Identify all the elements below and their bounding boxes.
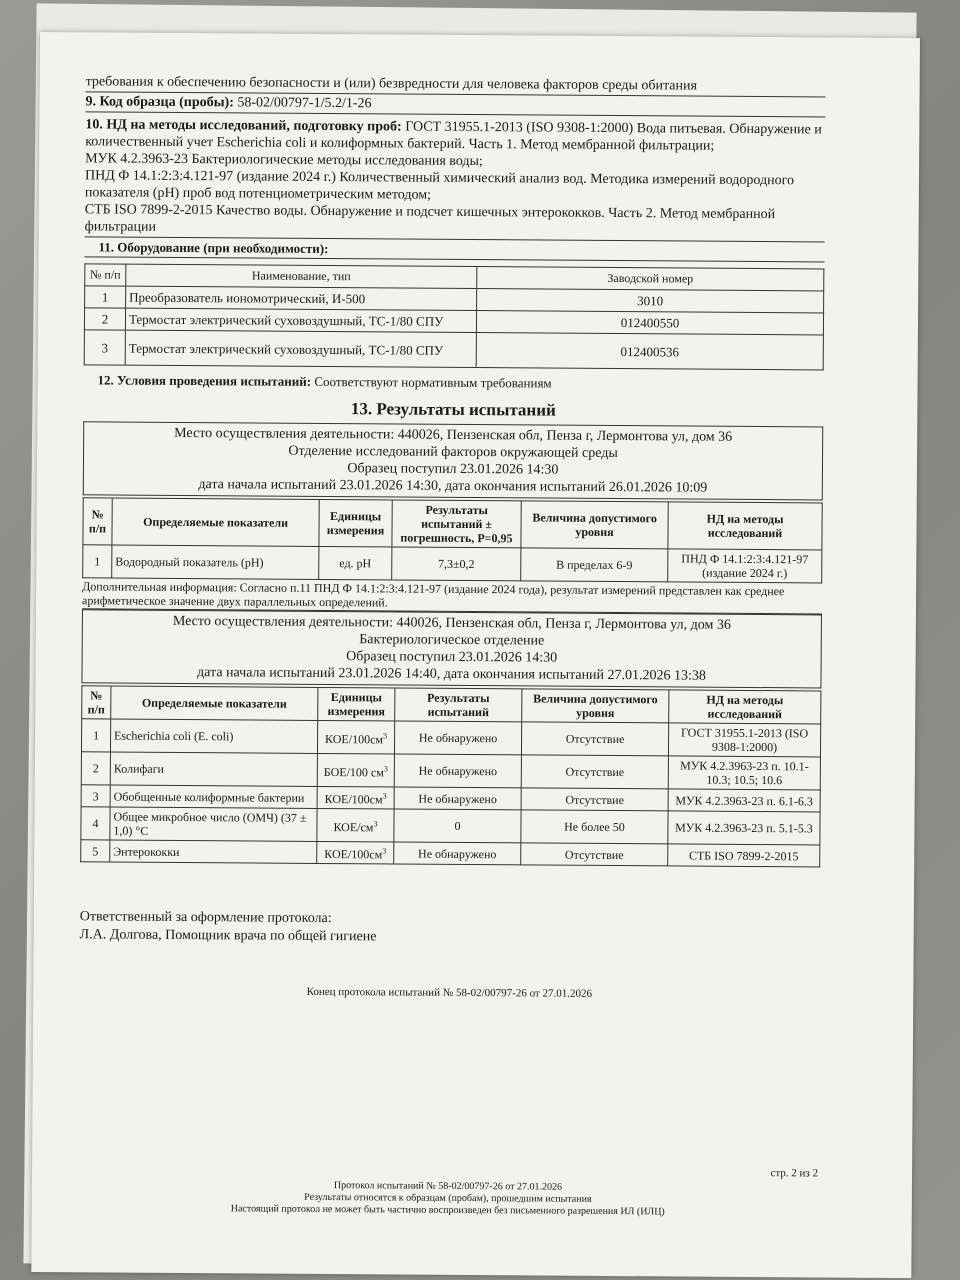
block2-unit: КОЕ/100см <box>325 731 384 746</box>
block2-limit: Отсутствие <box>521 722 668 756</box>
block2-header-row <box>82 686 821 724</box>
block2-unit-cell <box>317 720 394 754</box>
block1-header-method: НД на методы исследований <box>668 502 822 550</box>
footer-line-1: Протокол испытаний № 58-02/00797-26 от 27.01.2026 <box>333 1180 563 1193</box>
block2-header-unit: Единицы измерения <box>318 687 395 721</box>
equipment-serial: 012400536 <box>476 333 823 370</box>
block2-result: 0 <box>394 809 521 843</box>
equipment-n: 2 <box>84 308 125 330</box>
block2-unit: КОЕ/см <box>333 819 374 834</box>
block2-limit: Не более 50 <box>521 810 668 844</box>
equipment-n: 1 <box>85 286 126 308</box>
block2-unit-sup: 3 <box>382 846 387 856</box>
block1-n: 1 <box>83 545 112 578</box>
block1-result: 7,3±0,2 <box>392 547 521 581</box>
end-of-protocol: Конец протокола испытаний № 58-02/00797-26 от 27.01.2026 <box>306 985 593 1000</box>
block2-method: МУК 4.2.3963-23 п. 5.1-5.3 <box>668 811 820 845</box>
block2-unit-sup: 3 <box>382 791 387 801</box>
block2-unit: БОЕ/100 см <box>323 764 384 779</box>
equipment-header-name: Наименование, тип <box>126 264 477 288</box>
conditions-label: 12. Условия проведения испытаний: <box>97 372 312 389</box>
block2-result: Не обнаружено <box>394 754 521 788</box>
block2-method: МУК 4.2.3963-23 п. 10.1-10.3; 10.5; 10.6 <box>668 756 820 790</box>
block1-received: Образец поступил 23.01.2026 14:30 <box>347 461 559 478</box>
additional-info: Дополнительная информация: Согласно п.11 ПНД Ф 14.1:2:3:4.121-97 (издание 2024 года), результат измерений представлен как среднее арифметическое значение двух параллельных определений. <box>82 578 822 614</box>
block1-unit: ед. pH <box>319 546 392 580</box>
methods-text-4: СТБ ISO 7899-2-2015 Качество воды. Обнаружение и подсчет кишечных энтерококков. Часть 2. Метод мембранной фильтрации <box>84 202 776 235</box>
table-row <box>83 545 822 583</box>
block2-param: Колифаги <box>110 752 317 786</box>
block2-n: 3 <box>81 785 110 807</box>
block2-unit: КОЕ/100см <box>324 792 383 807</box>
block2-param: Общее микробное число (ОМЧ) (37 ± 1,0) °С <box>110 807 317 841</box>
page-content <box>79 72 825 1004</box>
block2-unit: КОЕ/100см <box>324 847 383 862</box>
block2-header-method: НД на методы исследований <box>669 690 821 724</box>
top-line: требования к обеспечению безопасности и (или) безвредности для человека факторов среды обитания <box>86 72 826 97</box>
block2-limit: Отсутствие <box>521 755 668 789</box>
block2-results-table <box>80 685 821 867</box>
results-title: 13. Результаты испытаний <box>350 399 556 420</box>
equipment-header-serial: Заводской номер <box>477 267 824 291</box>
block1-header-param: Определяемые показатели <box>112 498 319 546</box>
block2-unit-cell <box>317 786 394 809</box>
block2-limit: Отсутствие <box>521 843 668 866</box>
block2-unit-cell <box>317 753 394 787</box>
block2-method: МУК 4.2.3963-23 п. 6.1-6.3 <box>668 789 820 812</box>
footer-line-3: Настоящий протокол не может быть частично воспроизведен без письменного разрешения ИЛ (ИЛЦ) <box>230 1203 665 1218</box>
block2-n: 4 <box>81 807 110 840</box>
block2-dept: Бактериологическое отделение <box>359 632 545 649</box>
responsible-label: Ответственный за оформление протокола: <box>79 909 332 927</box>
block2-unit-cell <box>317 808 394 842</box>
block2-method: ГОСТ 31955.1-2013 (ISO 9308-1:2000) <box>668 723 820 757</box>
block1-place: Место осуществления деятельности: 440026, Пензенская обл, Пенза г, Лермонтова ул, дом 36 <box>174 425 733 445</box>
block2-result: Не обнаружено <box>394 787 521 810</box>
block2-unit-sup: 3 <box>383 730 388 740</box>
equipment-serial: 3010 <box>477 289 824 313</box>
footer-line-2: Результаты относятся к образцам (пробам), прошедшим испытания <box>304 1191 592 1205</box>
equipment-header-n: № п/п <box>85 264 126 286</box>
equipment-n: 3 <box>84 330 125 365</box>
methods-text-2: МУК 4.2.3963-23 Бактериологические методы исследования воды; <box>85 151 483 170</box>
page-number: стр. 2 из 2 <box>770 1167 819 1180</box>
equipment-name: Термостат электрический суховоздушный, ТС-1/80 СПУ <box>125 330 476 367</box>
block2-unit-sup: 3 <box>383 763 388 773</box>
block2-result: Не обнаружено <box>394 842 521 865</box>
block2-result: Не обнаружено <box>394 721 521 755</box>
methods-text-1: ГОСТ 31955.1-2013 (ISO 9308-1:2000) Вода питьевая. Обнаружение и количественный учет Escherichia coli и колиформных бактерий. Часть 1. Метод мембранной фильтрации; <box>85 119 822 154</box>
block2-header-param: Определяемые показатели <box>111 686 318 720</box>
equipment-name: Преобразователь иономотрический, И-500 <box>126 286 477 310</box>
block1-location-cell <box>83 422 822 500</box>
block1-header-unit: Единицы измерения <box>319 499 392 547</box>
block1-param: Водородный показатель (pH) <box>112 545 319 579</box>
block1-results-table <box>82 497 823 583</box>
block2-n: 5 <box>81 840 110 862</box>
methods-section <box>85 112 826 242</box>
block1-header-n: № п/п <box>83 498 112 545</box>
block2-header-limit: Величина допустимого уровня <box>522 689 669 723</box>
block2-unit-sup: 3 <box>373 818 378 828</box>
block2-dates: дата начала испытаний 23.01.2026 14:40, дата окончания испытаний 27.01.2026 13:38 <box>197 665 707 684</box>
table-row <box>84 330 823 370</box>
responsible-section <box>80 908 820 949</box>
equipment-table <box>84 263 825 370</box>
block1-dept: Отделение исследований факторов окружающей среды <box>288 443 618 462</box>
methods-text-3: ПНД Ф 14.1:2:3:4.121-97 (издание 2024 г.) Количественный химический анализ вод. Методика измерений водородного показателя (pH) проб вод потенциометрическим методом; <box>84 168 795 203</box>
conditions-value: Соответствуют нормативным требованиям <box>314 373 552 391</box>
block1-dates: дата начала испытаний 23.01.2026 14:30, дата окончания испытаний 26.01.2026 10:09 <box>198 477 708 496</box>
block2-param: Escherichia coli (E. coli) <box>110 719 317 753</box>
sample-code-label: 9. Код образца (пробы): <box>85 94 234 111</box>
block2-param: Обобщенные колиформные бактерии <box>110 785 317 808</box>
conditions-row <box>84 371 824 393</box>
block2-param: Энтерококки <box>110 840 317 863</box>
block2-method: СТБ ISO 7899-2-2015 <box>668 844 820 867</box>
block2-n: 2 <box>81 752 110 785</box>
table-row <box>81 840 820 867</box>
block1-location-table <box>83 421 823 500</box>
table-row <box>81 752 820 790</box>
block1-header-row <box>83 498 822 550</box>
block1-method: ПНД Ф 14.1:2:3:4.121-97 (издание 2024 г.) <box>668 549 822 583</box>
block1-header-limit: Величина допустимого уровня <box>521 501 668 549</box>
block2-unit-cell <box>317 841 394 864</box>
block2-location-cell <box>82 610 821 688</box>
block1-limit: В пределах 6-9 <box>521 548 668 582</box>
block2-header-n: № п/п <box>82 686 111 719</box>
block2-header-result: Результаты испытаний <box>395 688 522 722</box>
block2-n: 1 <box>81 719 110 752</box>
methods-label: 10. НД на методы исследований, подготовку проб: <box>85 117 402 135</box>
page-footer <box>78 1162 818 1219</box>
block1-header-result: Результаты испытаний ± погрешность, P=0,95 <box>392 500 521 548</box>
table-row <box>81 807 820 845</box>
equipment-label: 11. Оборудование (при необходимости): <box>84 237 824 262</box>
equipment-name: Термостат электрический суховоздушный, ТС-1/80 СПУ <box>125 308 476 332</box>
equipment-serial: 012400550 <box>476 311 823 335</box>
table-row <box>81 719 820 757</box>
document-page <box>31 32 920 1278</box>
block2-place: Место осуществления деятельности: 440026, Пензенская обл, Пенза г, Лермонтова ул, дом 36 <box>172 613 731 633</box>
sample-code-value: 58-02/00797-1/5.2/1-26 <box>237 95 372 112</box>
responsible-name: Л.А. Долгова, Помощник врача по общей гигиене <box>79 927 377 945</box>
block2-location-table <box>81 609 821 688</box>
block2-received: Образец поступил 23.01.2026 14:30 <box>346 649 558 666</box>
block2-limit: Отсутствие <box>521 788 668 811</box>
